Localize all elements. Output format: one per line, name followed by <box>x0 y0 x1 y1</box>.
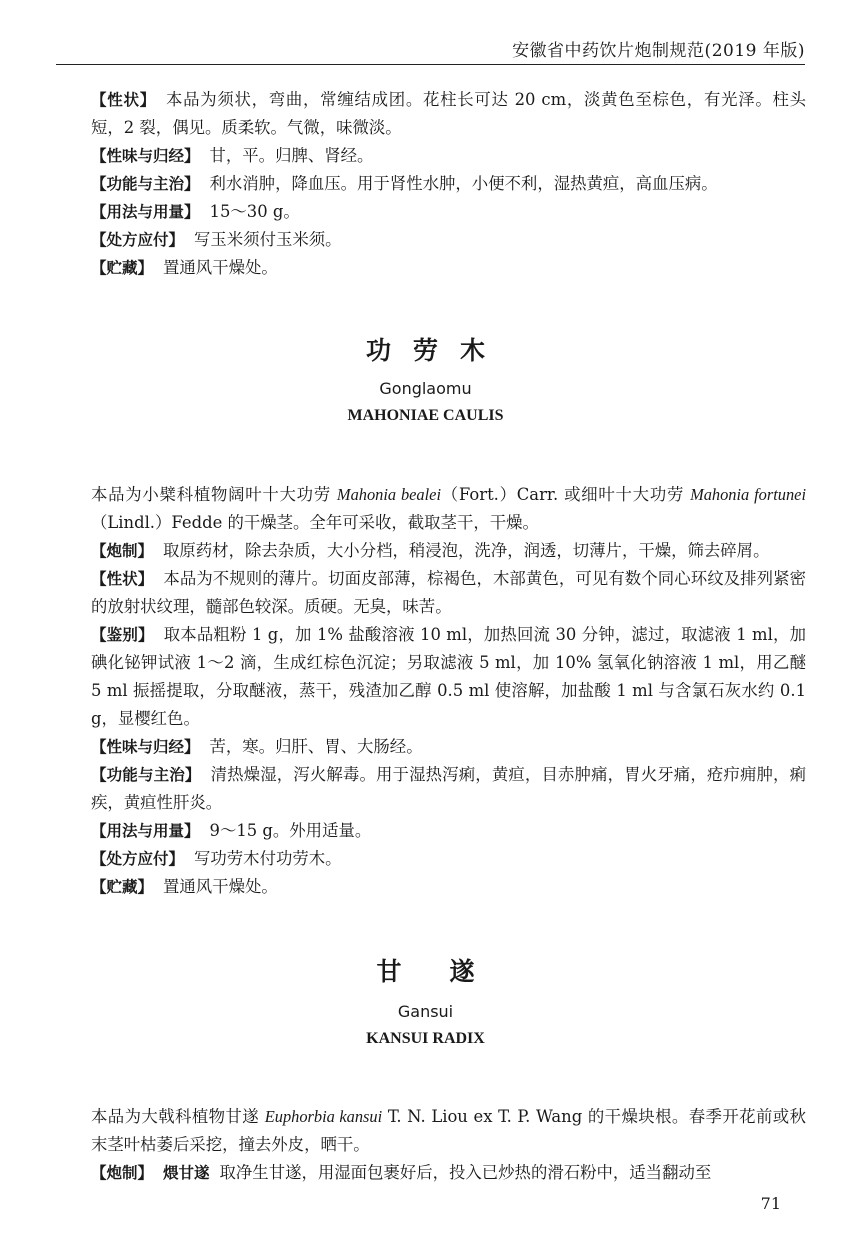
text: 取原药材，除去杂质，大小分档，稍浸泡，洗净，润透，切薄片，干燥，筛去碎屑。 <box>163 541 770 560</box>
monograph1-xingwei <box>56 733 806 761</box>
text: 置通风干燥处。 <box>163 877 278 896</box>
page-number: 71 <box>760 1194 781 1213</box>
monograph1-zhucang <box>56 873 806 901</box>
label: 【鉴别】 <box>91 626 154 644</box>
section1-xingwei <box>56 142 806 170</box>
monograph1-pinyin: Gonglaomu <box>379 379 472 398</box>
species-name: Euphorbia kansui <box>264 1107 383 1126</box>
monograph2-title: 甘遂 <box>376 957 523 986</box>
section1-xingzhuang <box>56 86 806 142</box>
label: 【功能与主治】 <box>91 766 201 784</box>
label: 【贮藏】 <box>91 878 154 896</box>
text: 取本品粗粉 1 g，加 1% 盐酸溶液 10 ml，加热回流 30 分钟，滤过，取滤液 1 ml，加碘化铋钾试液 1～2 滴，生成红棕色沉淀；另取滤液 5 ml，加 10% 氢氧化钠溶液 1 ml，用乙醚 5 ml 振摇提取，分取醚液，蒸干，残渣加乙醇 0.5 ml 使溶解，加盐酸 1 ml 与含氯石灰水约 0.1 g，显樱红色。 <box>91 625 806 728</box>
monograph1-gongneng <box>56 761 806 817</box>
text: 置通风干燥处。 <box>163 258 278 277</box>
monograph1-jianbie <box>56 621 806 733</box>
text: 写玉米须付玉米须。 <box>194 230 342 249</box>
label: 【功能与主治】 <box>91 175 200 193</box>
label: 【贮藏】 <box>91 259 154 277</box>
section1-zhucang <box>56 254 806 282</box>
label: 【用法与用量】 <box>91 822 200 840</box>
label: 【性味与归经】 <box>91 147 200 165</box>
label: 【性状】 <box>91 91 156 109</box>
text: 利水消肿，降血压。用于肾性水肿，小便不利，湿热黄疸，高血压病。 <box>209 174 718 193</box>
label: 【性状】 <box>91 570 154 588</box>
text: 取净生甘遂，用湿面包裹好后，投入已炒热的滑石粉中，适当翻动至 <box>219 1163 712 1182</box>
header-rule <box>56 64 805 65</box>
monograph2-paozhi <box>56 1159 806 1187</box>
monograph1-xingzhuang <box>56 565 806 621</box>
section1-yongfa <box>56 198 806 226</box>
monograph1-latin: MAHONIAE CAULIS <box>347 407 504 424</box>
text: 苦，寒。归肝、胃、大肠经。 <box>209 737 423 756</box>
monograph2-latin: KANSUI RADIX <box>366 1030 485 1047</box>
species-name: Mahonia bealei <box>336 485 442 504</box>
sub-label: 煨甘遂 <box>163 1164 210 1182</box>
text: 15～30 g。 <box>209 202 300 221</box>
section1-gongneng <box>56 170 806 198</box>
species-name: Mahonia fortunei <box>690 485 806 504</box>
monograph1-intro <box>56 481 806 537</box>
label: 【炮制】 <box>91 1164 154 1182</box>
label: 【处方应付】 <box>91 231 185 249</box>
text: 本品为须状，弯曲，常缠结成团。花柱长可达 20 cm，淡黄色至棕色，有光泽。柱头短，2 裂，偶见。质柔软。气微，味微淡。 <box>91 90 806 137</box>
text: 本品为不规则的薄片。切面皮部薄，棕褐色，木部黄色，可见有数个同心环纹及排列紧密的放射状纹理，髓部色较深。质硬。无臭，味苦。 <box>91 569 806 616</box>
text: 9～15 g。外用适量。 <box>209 821 372 840</box>
intro-text: 本品为大戟科植物甘遂 <box>91 1107 265 1126</box>
intro-text: （Fort.）Carr. 或细叶十大功劳 <box>441 485 691 504</box>
text: 甘，平。归脾、肾经。 <box>209 146 374 165</box>
monograph1-chufang <box>56 845 806 873</box>
running-header: 安徽省中药饮片炮制规范(2019 年版) <box>512 41 805 61</box>
text: 写功劳木付功劳木。 <box>194 849 342 868</box>
label: 【炮制】 <box>91 542 154 560</box>
monograph1-title: 功劳木 <box>365 336 507 365</box>
text: 清热燥湿，泻火解毒。用于湿热泻痢，黄疸，目赤肿痛，胃火牙痛，疮疖痈肿，痢疾，黄疸性肝炎。 <box>91 765 806 812</box>
label: 【用法与用量】 <box>91 203 200 221</box>
monograph1-yongfa <box>56 817 806 845</box>
monograph2-pinyin: Gansui <box>397 1002 454 1021</box>
label: 【性味与归经】 <box>91 738 200 756</box>
section1-chufang <box>56 226 806 254</box>
monograph1-paozhi <box>56 537 806 565</box>
label: 【处方应付】 <box>91 850 185 868</box>
intro-text: T. N. Liou ex T. P. Wang 的干燥块根。春季开花前或秋末茎叶枯萎后采挖，撞去外皮，晒干。 <box>91 1107 806 1154</box>
monograph2-intro <box>56 1103 806 1159</box>
intro-text: 本品为小檗科植物阔叶十大功劳 <box>91 485 337 504</box>
intro-text: （Lindl.）Fedde 的干燥茎。全年可采收，截取茎干，干燥。 <box>91 513 539 532</box>
